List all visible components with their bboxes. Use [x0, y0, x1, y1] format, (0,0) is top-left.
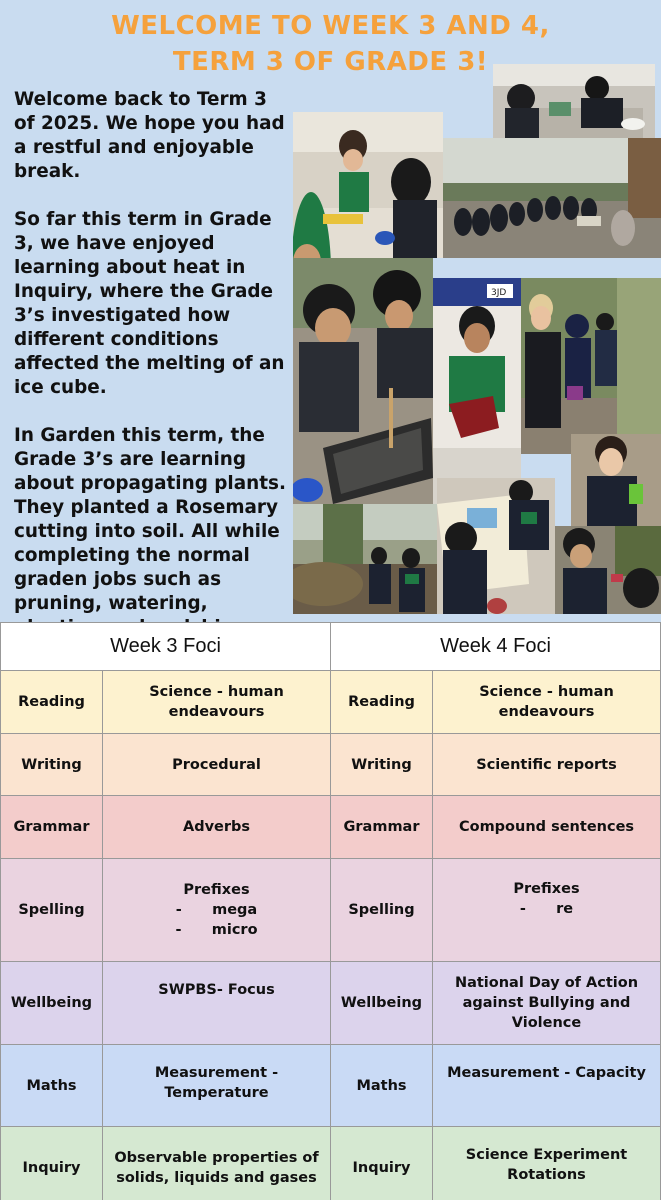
foci-table — [0, 622, 661, 1200]
subject-cell: Wellbeing — [1, 962, 103, 1045]
table-row-spelling — [1, 859, 661, 962]
table-row-reading — [1, 671, 661, 734]
photo-classroom-experiment — [293, 112, 443, 258]
subject-cell: Wellbeing — [331, 962, 433, 1045]
week3-topic: SWPBS- Focus — [103, 962, 331, 1045]
week3-topic: Measurement - Temperature — [103, 1045, 331, 1127]
subject-cell: Spelling — [331, 859, 433, 962]
week4-topic: Scientific reports — [433, 734, 661, 796]
subject-cell: Writing — [331, 734, 433, 796]
week3-topic: Procedural — [103, 734, 331, 796]
spelling-item: - re — [519, 901, 574, 917]
subject-cell: Inquiry — [1, 1127, 103, 1200]
week3-topic: Adverbs — [103, 796, 331, 859]
subject-cell: Maths — [331, 1045, 433, 1127]
week3-topic: Science - human endeavours — [103, 671, 331, 734]
table-row-wellbeing — [1, 962, 661, 1045]
table-row-grammar — [1, 796, 661, 859]
photo-garden-pruning — [293, 504, 437, 614]
subject-cell: Reading — [1, 671, 103, 734]
intro-text — [14, 88, 286, 664]
title-line-1: WELCOME TO WEEK 3 AND 4, — [111, 11, 550, 41]
week4-topic: Measurement - Capacity — [433, 1045, 661, 1127]
spelling-item: - micro — [175, 922, 258, 938]
week3-topic: Observable properties of solids, liquids and gases — [103, 1127, 331, 1200]
photo-student-with-pot — [433, 278, 521, 504]
subject-cell: Grammar — [331, 796, 433, 859]
table-row-writing — [1, 734, 661, 796]
subject-cell: Grammar — [1, 796, 103, 859]
photo-students-reading — [493, 64, 655, 138]
intro-paragraph-3: In Garden this term, the Grade 3’s are learning about propagating plants. They planted a Rosemary cutting into soil. All while completing the normal graden jobs such as pruning, watering, — [14, 425, 286, 614]
subject-cell: Reading — [331, 671, 433, 734]
photo-garden-circle — [443, 138, 661, 258]
photo-student-watering — [571, 434, 661, 526]
subject-cell: Writing — [1, 734, 103, 796]
week4-header: Week 4 Foci — [331, 623, 661, 671]
intro-paragraph-1: Welcome back to Term 3 of 2025. We hope you had a restful and enjoyable break. — [14, 89, 285, 182]
subject-cell: Inquiry — [331, 1127, 433, 1200]
week4-topic: Compound sentences — [433, 796, 661, 859]
photo-student-planting — [555, 526, 661, 614]
spelling-title: Prefixes — [183, 882, 250, 898]
photo-garden-teacher — [521, 278, 661, 454]
intro-paragraph-2: So far this term in Grade 3, we have enjoyed learning about heat in Inquiry, where the Grade 3’s investigated how different conditions affected the melting of an ice cube. — [14, 209, 285, 398]
week3-topic — [103, 859, 331, 962]
photo-seed-tray — [293, 258, 433, 504]
week4-topic: Science Experiment Rotations — [433, 1127, 661, 1200]
subject-cell: Spelling — [1, 859, 103, 962]
table-row-maths — [1, 1045, 661, 1127]
week4-topic: National Day of Action against Bullying and Violence — [433, 962, 661, 1045]
spelling-title: Prefixes — [513, 881, 580, 897]
classroom-sign: 3JD — [491, 288, 507, 298]
photo-students-worksheet — [437, 478, 555, 614]
title-line-2: TERM 3 OF GRADE 3! — [172, 47, 489, 77]
spelling-item: - mega — [175, 902, 258, 918]
week3-header: Week 3 Foci — [1, 623, 331, 671]
table-row-inquiry — [1, 1127, 661, 1200]
week4-topic: Science - human endeavours — [433, 671, 661, 734]
week4-topic — [433, 859, 661, 962]
subject-cell: Maths — [1, 1045, 103, 1127]
